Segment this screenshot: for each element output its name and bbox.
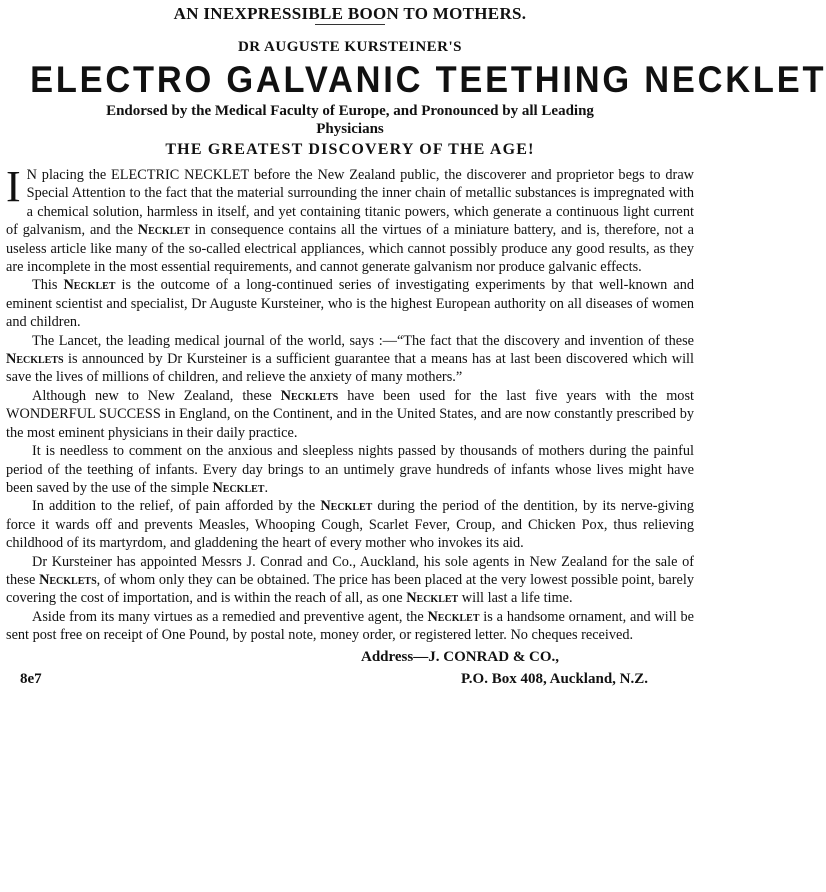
paragraph-text: Aside from its many virtues as a remedied and preventive agent, the <box>32 608 428 625</box>
paragraph-relief <box>6 497 694 552</box>
product-name-inline: Necklet <box>63 277 116 294</box>
signoff-block <box>6 647 694 691</box>
drop-cap: I <box>6 162 21 211</box>
paragraph-text: is announced by Dr Kursteiner is a sufficient guarantee that a means has at last been discovered which will save the lives of millions of children, and relieve the anxiety of many mothers.” <box>6 351 694 386</box>
paragraph-text: during the period of the dentition, by its nerve-giving force it wards off and prevents Measles, Whooping Cough, Scarlet Fever, Croup, and Chicken Pox, thus relieving childhood of its martyrdom, and gladdening the heart of every mother who invokes its aid. <box>6 498 694 552</box>
paragraph-text: will last a life time. <box>458 590 573 607</box>
article-body <box>6 162 694 645</box>
paragraph-text: in consequence contains all the virtues of a miniature battery, and is, therefore, not a useless article like many of the so-called electrical appliances, which cannot possibly produce any good results, as they are incomplete in the most essential requirements, and cannot generate galvanism nor produce galvanic effects. <box>6 222 694 276</box>
paragraph-text: in England, on the Continent, and in the United States, and are now constantly prescribed by the most eminent physicians in their daily practice. <box>6 406 694 441</box>
product-title: ELECTRO GALVANIC TEETHING NECKLET <box>30 59 826 100</box>
paragraph-text: Although new to New Zealand, these <box>32 387 281 404</box>
paragraph-text: is the outcome of a long-continued series of investigating experiments by that well-known and eminent scientist and specialist, Dr Auguste Kursteiner, who is the highest European authority on all diseases of women and children. <box>6 277 694 331</box>
paragraph-origin <box>6 276 694 331</box>
product-name-inline: Necklet <box>212 479 265 496</box>
paragraph-text: before the New Zealand public, the discoverer and proprietor begs to draw Special Attention to the fact that the material surrounding the inner chain of metallic substances is impregnated with a chemical solution, harmless in itself, and yet containing titanic powers, which generate a continuous light current of galvanism, and the <box>6 167 694 239</box>
headline: AN INEXPRESSIBLE BOON TO MOTHERS. <box>173 4 527 23</box>
paragraph-intro <box>6 162 694 276</box>
paragraph-agents <box>6 553 694 608</box>
product-name-inline: Necklet <box>427 608 480 625</box>
paragraph-text: The Lancet, the leading medical journal of the world, says :—“The fact that the discovery and invention of these <box>32 332 694 349</box>
paragraph-text: In addition to the relief, of pain afforded by the <box>32 498 321 515</box>
product-name-inline: ELECTRIC NECKLET <box>111 167 250 183</box>
inventor-name: DR AUGUSTE KURSTEINER'S <box>237 39 463 55</box>
paragraph-ordering <box>6 608 694 645</box>
po-box-line: P.O. Box 408, Auckland, N.Z. <box>461 670 648 687</box>
paragraph-text: This <box>32 277 64 294</box>
paragraph-success <box>6 387 694 442</box>
product-name-inline: Necklet <box>406 590 459 607</box>
product-name-inline: Necklets <box>39 571 97 588</box>
address-line: Address—J. CONRAD & CO., <box>361 648 560 665</box>
paragraph-text: It is needless to comment on the anxious and sleepless nights passed by thousands of mothers during the painful period of the teething of infants. Every day brings to an untimely grave hundreds of infants whose lives might have been saved by the use of the simple <box>6 443 694 496</box>
product-name-inline: Necklets <box>280 387 339 404</box>
paragraph-text: is a handsome ornament, and will be sent post free on receipt of One Pound, by postal note, money order, or registered letter. No cheques received. <box>6 608 694 644</box>
ad-code: 8e7 <box>20 670 42 687</box>
product-name-inline: Necklet <box>137 222 190 239</box>
product-name-inline: Necklets <box>6 351 64 368</box>
tagline: THE GREATEST DISCOVERY OF THE AGE! <box>165 141 535 158</box>
paragraph-text: , of whom only they can be obtained. The price has been placed at the very lowest possible point, barely covering the cost of importation, and is within the reach of all, as one <box>6 571 694 607</box>
paragraph-text: Dr Kursteiner has appointed Messrs J. Conrad and Co., Auckland, his sole agents in New Zealand for the sale of these <box>6 553 694 588</box>
paragraph-text: . <box>264 479 269 496</box>
paragraph-lancet-quote <box>6 332 694 387</box>
paragraph-anxiety <box>6 442 694 497</box>
paragraph-text: have been used for the last five years with the most <box>338 387 694 404</box>
endorsement-line: Endorsed by the Medical Faculty of Europe, and Pronounced by all Leading Physicians <box>106 103 594 137</box>
paragraph-text: N placing the <box>26 167 112 183</box>
emphasis-text: WONDERFUL SUCCESS <box>6 406 161 423</box>
divider-rule <box>315 24 385 25</box>
product-name-inline: Necklet <box>320 498 373 515</box>
